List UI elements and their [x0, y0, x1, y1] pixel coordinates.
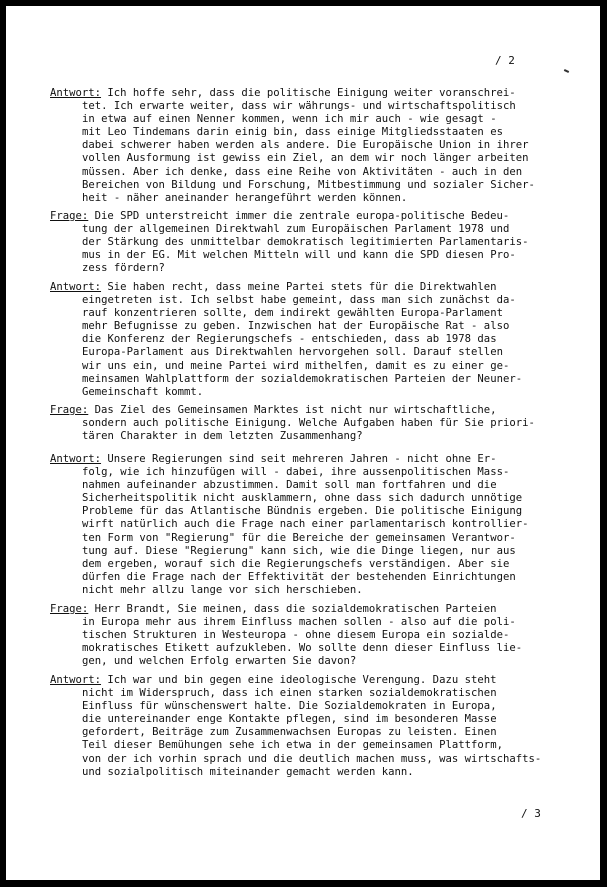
block-first-line [50, 87, 590, 100]
text-line: dabei schwerer haben werden als andere. Die Europäische Union in ihrer [82, 139, 529, 152]
text-line: Probleme für das Atlantische Bündnis ergeben. Die politische Einigung [82, 505, 523, 518]
text-line: tet. Ich erwarte weiter, dass wir währungs- und wirtschaftspolitisch [82, 100, 516, 113]
answer-block-4 [50, 674, 590, 779]
text-line: gen, und welchen Erfolg erwarten Sie davon? [82, 655, 357, 668]
text-line: rauf konzentrieren sollte, dem indirekt gewählten Europa-Parlament [82, 307, 503, 320]
text-line: mokratisches Etikett aufzukleben. Wo sollte denn dieser Einfluss lie- [82, 642, 523, 655]
text-line: und sozialpolitisch miteinander gemacht werden kann. [82, 765, 414, 778]
first-line-text: Sie haben recht, dass meine Partei stets für die Direktwahlen [101, 281, 497, 293]
text-line: tung auf. Diese "Regierung" kann sich, wie die Dinge liegen, nur aus [82, 544, 516, 557]
block-label: Antwort: [50, 453, 102, 465]
text-line: nicht mehr allzu lange vor sich herschieben. [82, 583, 363, 596]
text-line: mus in der EG. Mit welchen Mitteln will und kann die SPD diesen Pro- [82, 249, 516, 262]
text-line: folg, wie ich hinzufügen will - dabei, ihre aussenpolitischen Mass- [82, 466, 510, 479]
text-line: die untereinander enge Kontakte pflegen, sind im besonderen Masse [82, 713, 497, 726]
text-line: eingetreten ist. Ich selbst habe gemeint, dass man sich zunächst da- [82, 294, 516, 307]
answer-block-3 [50, 453, 590, 597]
text-line: in Europa mehr aus ihrem Einfluss machen sollen - also auf die poli- [82, 616, 516, 629]
text-line: mit Leo Tindemans darin einig bin, dass einige Mitgliedsstaaten es [82, 126, 503, 139]
first-line-text: Das Ziel des Gemeinsamen Marktes ist nicht nur wirtschaftliche, [88, 404, 497, 416]
block-first-line [50, 453, 590, 466]
text-line: dem ergeben, worauf sich die Regierungschefs verständigen. Aber sie [82, 557, 510, 570]
text-line: gefordert, Beiträge zum Zusammenwachsen Europas zu leisten. Einen [82, 726, 497, 739]
text-line: heit - näher aneinander herangeführt werden können. [82, 191, 408, 204]
text-line: Sicherheitspolitik nicht ausklammern, ohne dass sich dadurch unnötige [82, 492, 523, 505]
text-line: Europa-Parlament aus Direktwahlen hervorgehen soll. Darauf stellen [82, 346, 503, 359]
text-line: die Konferenz der Regierungschefs - entschieden, dass ab 1978 das [82, 333, 497, 346]
text-line: tung der allgemeinen Direktwahl zum Europäischen Parlament 1978 und [82, 223, 510, 236]
block-label: Antwort: [50, 281, 102, 293]
block-first-line [50, 674, 590, 687]
answer-block-2 [50, 281, 590, 399]
text-line: meinsamen Wahlplattform der sozialdemokratischen Parteien der Neuner- [82, 372, 523, 385]
document-page [6, 6, 600, 880]
text-line: Bereichen von Bildung und Forschung, Mitbestimmung und sozialer Sicher- [82, 178, 535, 191]
text-line: dürfen die Frage nach der Effektivität der bestehenden Einrichtungen [82, 570, 516, 583]
first-line-text: Herr Brandt, Sie meinen, dass die sozialdemokratischen Parteien [88, 603, 497, 615]
text-line: nahmen aufeinander abzustimmen. Damit soll man fortfahren und die [82, 479, 497, 492]
text-line: der Stärkung des unmittelbar demokratisch legitimierten Parlamentaris- [82, 236, 529, 249]
text-line: tären Charakter in dem letzten Zusammenhang? [82, 430, 363, 443]
text-line: Teil dieser Bemühungen sehe ich etwa in der gemeinsamen Plattform, [82, 739, 503, 752]
text-line: müssen. Aber ich denke, dass eine Reihe von Aktivitäten - auch in den [82, 165, 523, 178]
text-line: in etwa auf einen Nenner kommen, wenn ich mir auch - wie gesagt - [82, 113, 497, 126]
block-first-line [50, 404, 590, 417]
question-block-3 [50, 603, 590, 668]
block-first-line [50, 603, 590, 616]
question-block-2 [50, 404, 590, 443]
text-line: mehr Befugnisse zu geben. Inzwischen hat der Europäische Rat - also [82, 320, 510, 333]
question-block-1 [50, 210, 590, 275]
text-line: ten Form von "Regierung" für die Bereiche der gemeinsamen Verantwor- [82, 531, 516, 544]
first-line-text: Die SPD unterstreicht immer die zentrale europa-politische Bedeu- [88, 210, 510, 222]
block-first-line [50, 281, 590, 294]
block-label: Frage: [50, 603, 89, 615]
block-label: Antwort: [50, 674, 102, 686]
block-label: Antwort: [50, 87, 102, 99]
text-line: vollen Ausformung ist gewiss ein Ziel, an dem wir noch länger arbeiten [82, 152, 529, 165]
page-number-top: / 2 [495, 54, 515, 67]
scan-mark [564, 69, 569, 73]
text-line: wirft natürlich auch die Frage nach einer parlamentarisch kontrollier- [82, 518, 529, 531]
block-first-line [50, 210, 590, 223]
first-line-text: Unsere Regierungen sind seit mehreren Jahren - nicht ohne Er- [101, 453, 497, 465]
text-line: Einfluss für wünschenswert halte. Die Sozialdemokraten in Europa, [82, 700, 497, 713]
text-line: nicht im Widerspruch, dass ich einen starken sozialdemokratischen [82, 687, 497, 700]
text-line: sondern auch politische Einigung. Welche Aufgaben haben für Sie priori- [82, 417, 535, 430]
text-line: zess fördern? [82, 262, 165, 275]
block-label: Frage: [50, 210, 89, 222]
text-line: wir uns ein, und meine Partei wird mithelfen, damit es zu einer ge- [82, 359, 510, 372]
page-number-bottom: / 3 [521, 807, 541, 820]
block-label: Frage: [50, 404, 89, 416]
answer-block-1 [50, 87, 590, 205]
first-line-text: Ich hoffe sehr, dass die politische Einigung weiter voranschrei- [101, 87, 516, 99]
text-line: Gemeinschaft kommt. [82, 385, 204, 398]
text-line: tischen Strukturen in Westeuropa - ohne diesem Europa ein sozialde- [82, 629, 510, 642]
first-line-text: Ich war und bin gegen eine ideologische Verengung. Dazu steht [101, 674, 497, 686]
text-line: von der ich vorhin sprach und die deutlich machen muss, was wirtschafts- [82, 752, 542, 765]
